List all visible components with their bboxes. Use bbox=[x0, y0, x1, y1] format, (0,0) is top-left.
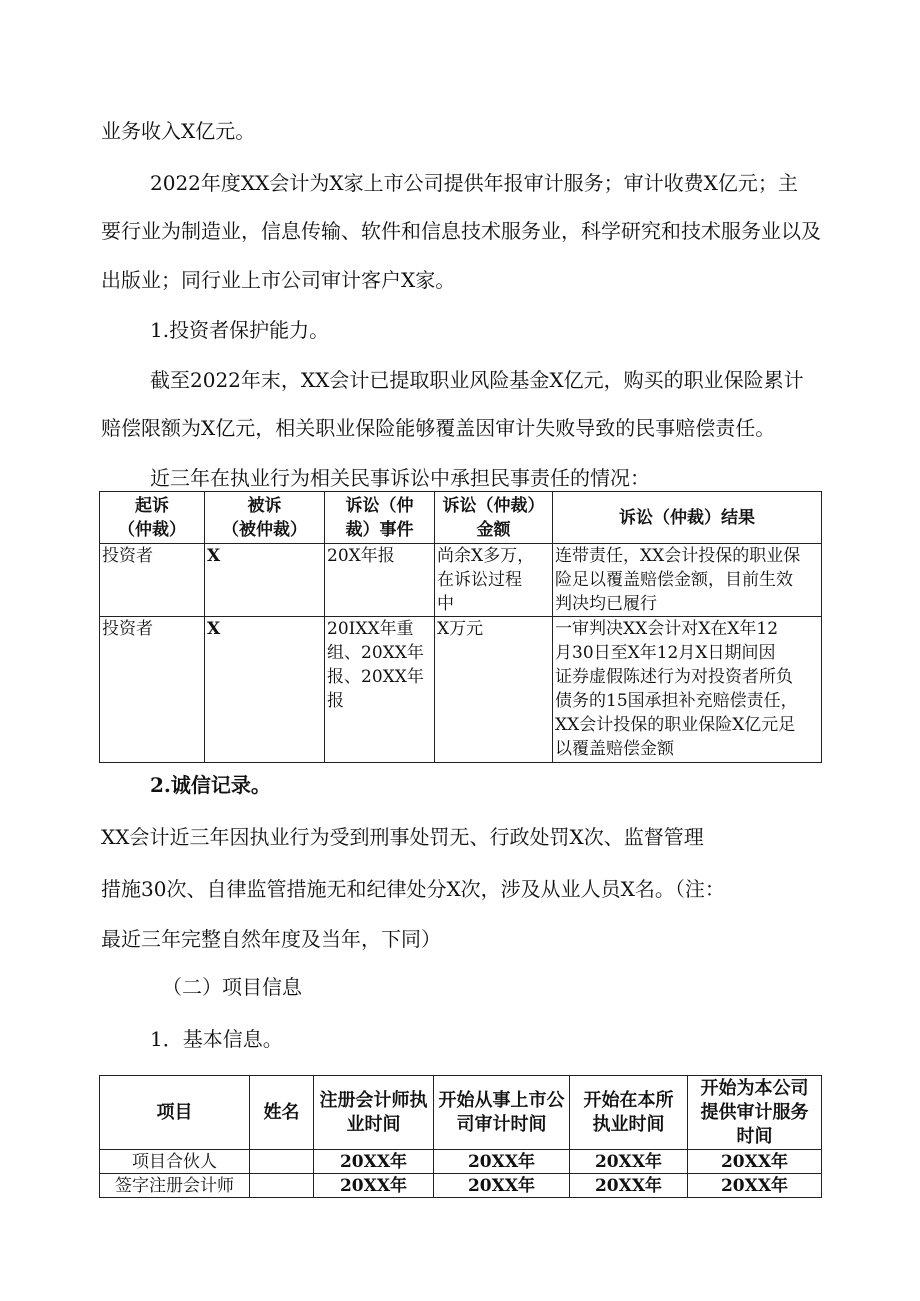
paragraph-line: 业务收入X亿元。 bbox=[101, 119, 256, 143]
table-header-row bbox=[100, 492, 822, 544]
section-heading: 1.投资者保护能力。 bbox=[150, 318, 330, 342]
header-result: 诉讼（仲裁）结果 bbox=[553, 492, 822, 544]
table-row bbox=[100, 1174, 822, 1198]
cell-service-time: 20XX年 bbox=[688, 1174, 822, 1198]
cell-listed-audit-time: 20XX年 bbox=[434, 1174, 570, 1198]
cell-result: 一审判决XX会计对X在X年12 月30日至X年12月X日期间因 证券虚假陈述行为对投资者所负 债务的15国承担补充赔偿责任， XX会计投保的职业保险X亿元足 以覆盖赔偿金额 bbox=[553, 617, 822, 763]
header-firm-time: 开始在本所 执业时间 bbox=[570, 1076, 688, 1150]
paragraph-line: 最近三年完整自然年度及当年，下同） bbox=[101, 927, 441, 951]
header-event: 诉讼（仲 裁）事件 bbox=[325, 492, 435, 544]
cell-firm-time: 20XX年 bbox=[570, 1174, 688, 1198]
cell-defendant: X bbox=[205, 617, 325, 763]
header-service-time: 开始为本公司 提供审计服务 时间 bbox=[688, 1076, 822, 1150]
table-caption: 近三年在执业行为相关民事诉讼中承担民事责任的情况： bbox=[150, 466, 650, 490]
cell-name bbox=[250, 1150, 314, 1174]
paragraph-line: 2022年度XX会计为X家上市公司提供年报审计服务；审计收费X亿元；主 bbox=[150, 171, 798, 195]
cell-item: 项目合伙人 bbox=[100, 1150, 250, 1174]
cell-amount: 尚余X多万， 在诉讼过程 中 bbox=[435, 544, 553, 617]
cell-event: 20IXX年重 组、20XX年 报、20XX年 报 bbox=[325, 617, 435, 763]
basic-info-table bbox=[99, 1075, 822, 1198]
table-row bbox=[100, 1150, 822, 1174]
cell-event: 20X年报 bbox=[325, 544, 435, 617]
paragraph-line: 赔偿限额为X亿元，相关职业保险能够覆盖因审计失败导致的民事赔偿责任。 bbox=[101, 416, 776, 440]
header-name: 姓名 bbox=[250, 1076, 314, 1150]
litigation-table bbox=[99, 491, 822, 763]
paragraph-line: 要行业为制造业，信息传输、软件和信息技术服务业，科学研究和技术服务业以及 bbox=[101, 219, 821, 243]
paragraph-line: XX会计近三年因执业行为受到刑事处罚无、行政处罚X次、监督管理 bbox=[101, 825, 704, 849]
table-row bbox=[100, 544, 822, 617]
header-cpa-time: 注册会计师执 业时间 bbox=[314, 1076, 434, 1150]
cell-cpa-time: 20XX年 bbox=[314, 1174, 434, 1198]
cell-service-time: 20XX年 bbox=[688, 1150, 822, 1174]
paragraph-line: 截至2022年末，XX会计已提取职业风险基金X亿元，购买的职业保险累计 bbox=[150, 368, 804, 392]
cell-amount: X万元 bbox=[435, 617, 553, 763]
section-heading: 1．基本信息。 bbox=[150, 1027, 283, 1051]
cell-defendant: X bbox=[205, 544, 325, 617]
section-heading: （二）项目信息 bbox=[162, 975, 302, 999]
cell-plaintiff: 投资者 bbox=[100, 617, 205, 763]
section-heading: 2.诚信记录。 bbox=[150, 773, 271, 797]
cell-cpa-time: 20XX年 bbox=[314, 1150, 434, 1174]
paragraph-line: 出版业；同行业上市公司审计客户X家。 bbox=[101, 268, 456, 292]
header-listed-audit-time: 开始从事上市公 司审计时间 bbox=[434, 1076, 570, 1150]
header-plaintiff: 起诉 （仲裁） bbox=[100, 492, 205, 544]
table-header-row bbox=[100, 1076, 822, 1150]
header-amount: 诉讼（仲裁） 金额 bbox=[435, 492, 553, 544]
header-item: 项目 bbox=[100, 1076, 250, 1150]
cell-firm-time: 20XX年 bbox=[570, 1150, 688, 1174]
cell-item: 签字注册会计师 bbox=[100, 1174, 250, 1198]
cell-listed-audit-time: 20XX年 bbox=[434, 1150, 570, 1174]
table-row bbox=[100, 617, 822, 763]
cell-name bbox=[250, 1174, 314, 1198]
header-defendant: 被诉 （被仲裁） bbox=[205, 492, 325, 544]
paragraph-line: 措施30次、自律监管措施无和纪律处分X次，涉及从业人员X名。（注： bbox=[101, 877, 725, 901]
cell-result: 连带责任，XX会计投保的职业保 险足以覆盖赔偿金额，目前生效 判决均已履行 bbox=[553, 544, 822, 617]
cell-plaintiff: 投资者 bbox=[100, 544, 205, 617]
